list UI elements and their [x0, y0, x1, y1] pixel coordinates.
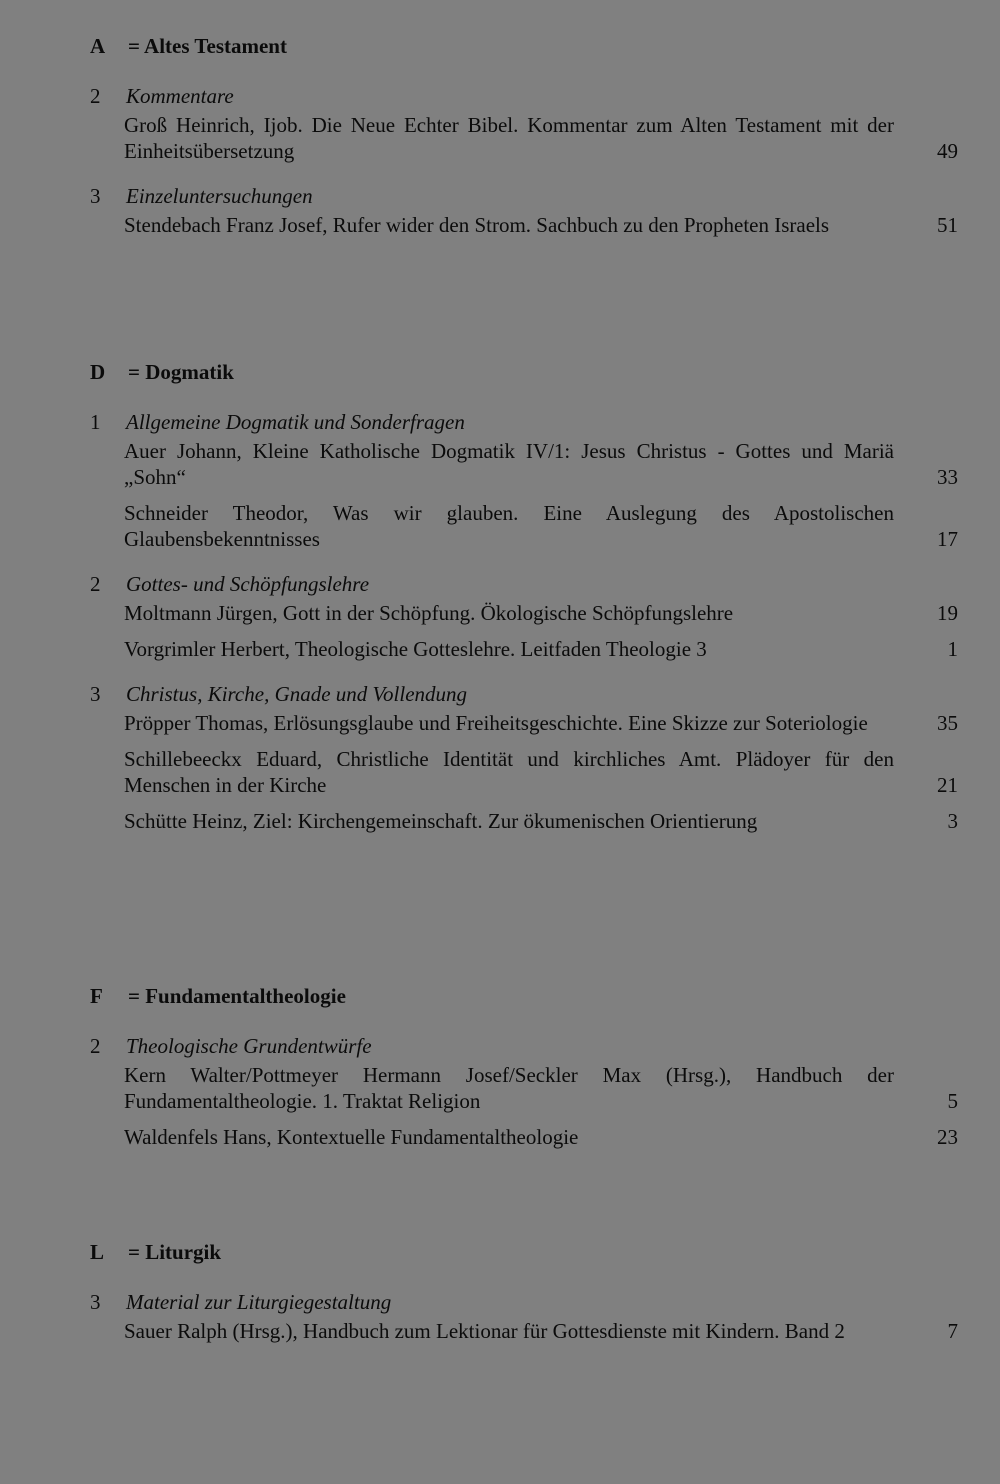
index-entry: [0, 746, 1000, 798]
section-heading: [0, 34, 1000, 64]
section-heading: [0, 984, 1000, 1014]
index-entry: [0, 112, 1000, 164]
entry-citation: Vorgrimler Herbert, Theologische Gotteslehre. Leitfaden Theologie 3: [124, 637, 707, 661]
entry-citation: Schütte Heinz, Ziel: Kirchengemeinschaft. Zur ökumenischen Orientierung: [124, 809, 758, 833]
entry-page-number: 3: [947, 809, 958, 833]
section-title: = Fundamentaltheologie: [128, 984, 346, 1008]
subsection-number: 2: [90, 84, 101, 108]
subsection-title: Allgemeine Dogmatik und Sonderfragen: [126, 410, 465, 434]
index-entry: [0, 1124, 1000, 1150]
entry-page-number: 17: [937, 527, 958, 551]
section-heading: [0, 1240, 1000, 1270]
index-entry: [0, 438, 1000, 490]
subsection-title: Theologische Grundentwürfe: [126, 1034, 372, 1058]
subsection: [0, 572, 1000, 662]
entry-citation: Waldenfels Hans, Kontextuelle Fundamentaltheologie: [124, 1125, 579, 1149]
index-entry: [0, 500, 1000, 552]
entry-citation: Stendebach Franz Josef, Rufer wider den Strom. Sachbuch zu den Propheten Israels: [124, 213, 830, 237]
entry-page-number: 5: [947, 1089, 958, 1113]
section-letter: D: [90, 360, 106, 384]
index-section: [0, 34, 1000, 248]
entry-page-number: 33: [937, 465, 958, 489]
entry-page-number: 35: [937, 711, 958, 735]
index-entry: [0, 636, 1000, 662]
subsection-title: Christus, Kirche, Gnade und Vollendung: [126, 682, 468, 706]
entry-citation: Kern Walter/Pottmeyer Hermann Josef/Seckler Max (Hrsg.), Handbuch der Fundamentaltheologie. 1. Traktat Religion: [124, 1063, 894, 1113]
index-entry: [0, 1318, 1000, 1344]
entry-citation: Schneider Theodor, Was wir glauben. Eine Auslegung des Apostolischen Glaubensbekenntnisses: [124, 501, 894, 551]
index-section: [0, 360, 1000, 844]
subsection-title: Kommentare: [126, 84, 234, 108]
section-title: = Liturgik: [128, 1240, 222, 1264]
subsection-number: 3: [90, 682, 101, 706]
entry-citation: Groß Heinrich, Ijob. Die Neue Echter Bibel. Kommentar zum Alten Testament mit der Einheitsübersetzung: [124, 113, 894, 163]
entry-page-number: 51: [937, 213, 958, 237]
subsection: [0, 84, 1000, 164]
index-entry: [0, 600, 1000, 626]
entry-page-number: 23: [937, 1125, 958, 1149]
section-title: = Altes Testament: [128, 34, 287, 58]
index-entry: [0, 710, 1000, 736]
entry-citation: Sauer Ralph (Hrsg.), Handbuch zum Lektionar für Gottesdienste mit Kindern. Band 2: [124, 1319, 845, 1343]
index-entry: [0, 1062, 1000, 1114]
section-letter: L: [90, 1240, 105, 1264]
subsection-number: 2: [90, 1034, 101, 1058]
section-heading: [0, 360, 1000, 390]
subsection-number: 1: [90, 410, 101, 434]
section-letter: A: [90, 34, 106, 58]
subsection: [0, 682, 1000, 834]
entry-citation: Pröpper Thomas, Erlösungsglaube und Freiheitsgeschichte. Eine Skizze zur Soteriologie: [124, 711, 868, 735]
entry-page-number: 49: [937, 139, 958, 163]
entry-citation: Schillebeeckx Eduard, Christliche Identität und kirchliches Amt. Plädoyer für den Menschen in der Kirche: [124, 747, 894, 797]
index-section: [0, 1240, 1000, 1354]
subsection: [0, 184, 1000, 238]
subsection-title: Material zur Liturgiegestaltung: [126, 1290, 392, 1314]
index-entry: [0, 808, 1000, 834]
subsection: [0, 1034, 1000, 1150]
subsection-number: 3: [90, 1290, 101, 1314]
entry-page-number: 7: [947, 1319, 958, 1343]
subsection-title: Gottes- und Schöpfungslehre: [126, 572, 370, 596]
section-title: = Dogmatik: [128, 360, 234, 384]
entry-citation: Auer Johann, Kleine Katholische Dogmatik IV/1: Jesus Christus - Gottes und Mariä „Sohn“: [124, 439, 894, 489]
subsection-number: 2: [90, 572, 101, 596]
entry-citation: Moltmann Jürgen, Gott in der Schöpfung. Ökologische Schöpfungslehre: [124, 601, 734, 625]
entry-page-number: 1: [947, 637, 958, 661]
section-letter: F: [90, 984, 103, 1008]
subsection: [0, 410, 1000, 552]
index-entry: [0, 212, 1000, 238]
entry-page-number: 21: [937, 773, 958, 797]
entry-page-number: 19: [937, 601, 958, 625]
subsection: [0, 1290, 1000, 1344]
index-section: [0, 984, 1000, 1160]
subsection-title: Einzeluntersuchungen: [126, 184, 313, 208]
subsection-number: 3: [90, 184, 101, 208]
